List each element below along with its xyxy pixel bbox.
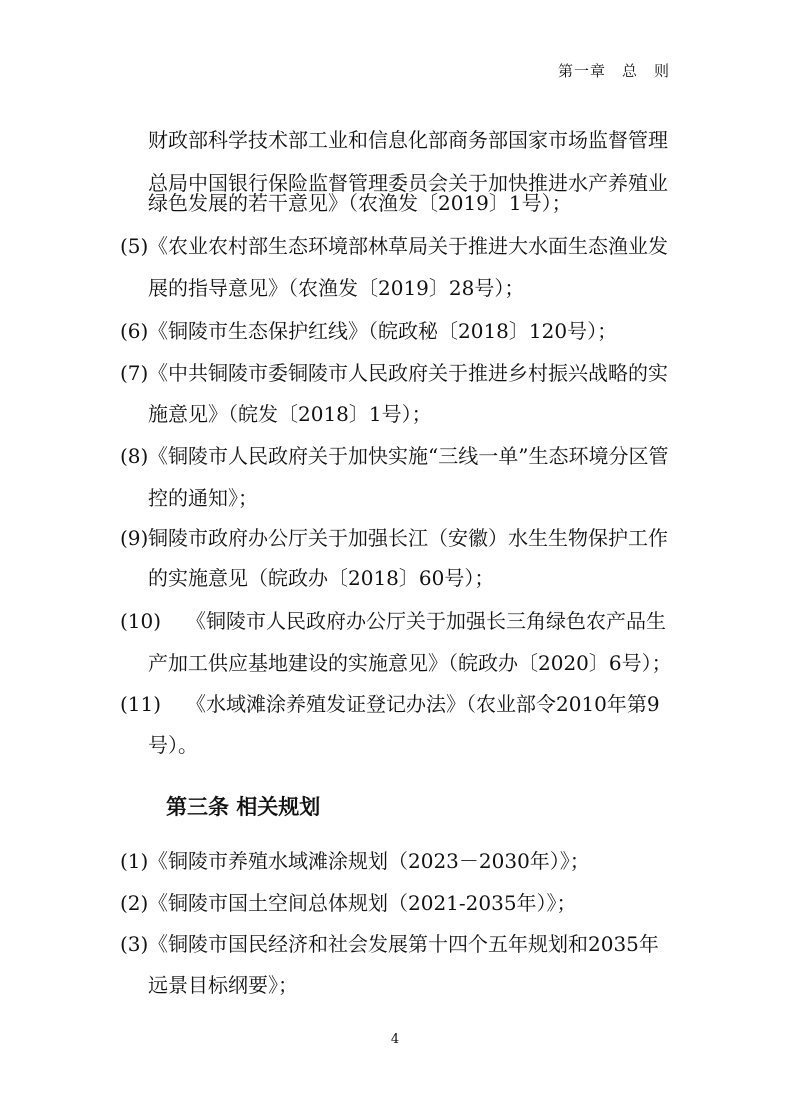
plan-3-line-1: 《铜陵市国民经济和社会发展第十四个五年规划和2035年 [148, 932, 659, 956]
item-4-line-3: 绿色发展的若干意见》（农渔发〔2019〕1号）； [148, 191, 572, 215]
plan-3-line-2: 远景目标纲要》； [148, 973, 298, 997]
plan-3-marker: (3) [120, 932, 149, 956]
item-10-marker: (10) [120, 609, 162, 633]
item-11-line-1: 《水域滩涂养殖发证登记办法》（农业部令2010年第9 [186, 692, 660, 716]
item-10-line-1: 《铜陵市人民政府办公厅关于加强长三角绿色农产品生 [186, 609, 666, 633]
plan-2-line-1: 《铜陵市国土空间总体规划（2021-2035年）》； [148, 891, 577, 915]
header-rule [120, 84, 670, 85]
section-heading: 第三条 相关规划 [166, 794, 321, 819]
plan-2-marker: (2) [120, 891, 149, 915]
item-9-line-2: 的实施意见（皖政办〔2018〕60号）； [148, 566, 495, 590]
plan-1-marker: (1) [120, 849, 149, 873]
item-10-line-2: 产加工供应基地建设的实施意见》（皖政办〔2020〕6号）； [148, 651, 672, 675]
item-5-line-1: 《农业农村部生态环境部林草局关于推进大水面生态渔业发 [148, 234, 668, 258]
item-8-line-2: 控的通知》； [148, 486, 258, 510]
plan-1-line-1: 《铜陵市养殖水域滩涂规划（2023－2030年）》； [148, 849, 590, 873]
item-4-line-1: 财政部科学技术部工业和信息化部商务部国家市场监督管理 [148, 128, 668, 152]
running-header: 第一章 总 则 [557, 62, 670, 80]
item-7-line-2: 施意见》（皖发〔2018〕1号）； [148, 402, 432, 426]
item-5-line-2: 展的指导意见》（农渔发〔2019〕28号）； [148, 276, 525, 300]
item-6-line-1: 《铜陵市生态保护红线》（皖政秘〔2018〕120号）； [148, 319, 618, 343]
item-4-line-2: 总局中国银行保险监督管理委员会关于加快推进水产养殖业 [148, 171, 668, 195]
item-11-line-2: 号）。 [148, 733, 198, 757]
item-7-marker: (7) [120, 361, 149, 385]
item-6-marker: (6) [120, 319, 149, 343]
item-5-marker: (5) [120, 234, 149, 258]
item-8-marker: (8) [120, 444, 149, 468]
item-9-marker: (9) [120, 526, 149, 550]
item-11-marker: (11) [120, 692, 162, 716]
page-number: 4 [390, 1032, 400, 1047]
item-7-line-1: 《中共铜陵市委铜陵市人民政府关于推进乡村振兴战略的实 [148, 361, 668, 385]
item-8-line-1: 《铜陵市人民政府关于加快实施“三线一单”生态环境分区管 [148, 444, 669, 468]
item-9-line-1: 铜陵市政府办公厅关于加强长江（安徽）水生生物保护工作 [148, 526, 668, 550]
